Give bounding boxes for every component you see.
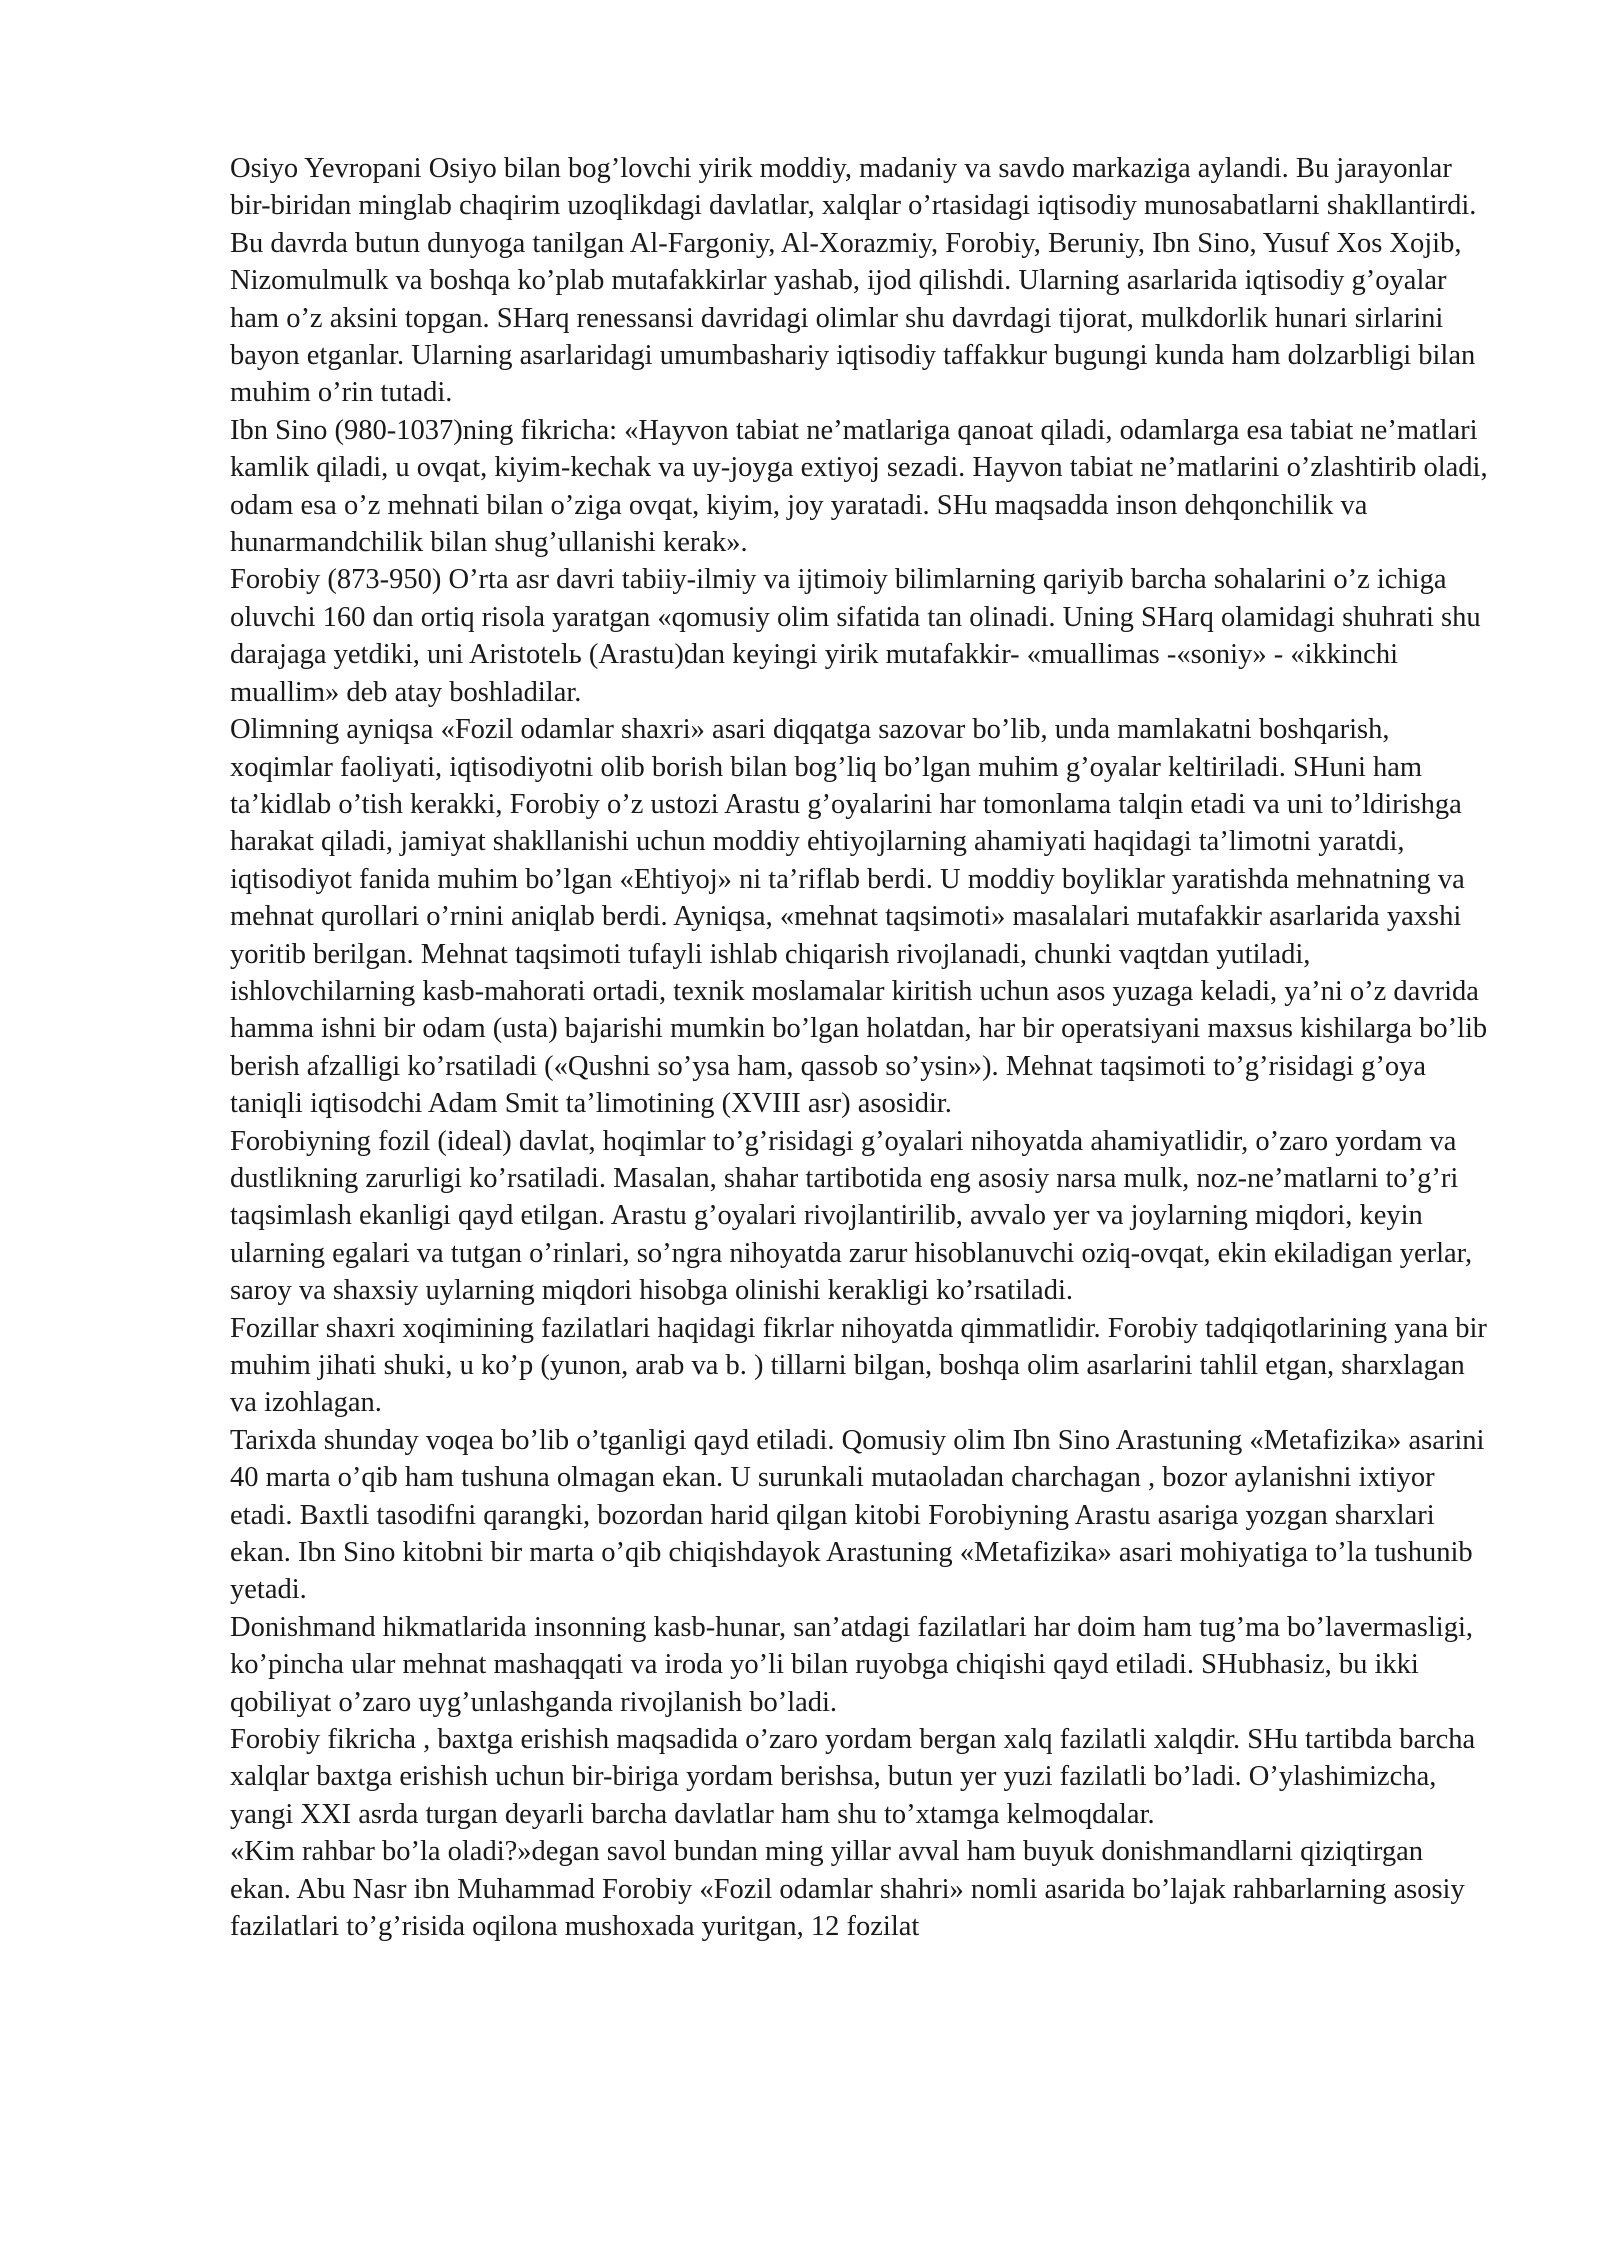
paragraph: Olimning ayniqsa «Fozil odamlar shaxri» asari diqqatga sazovar bo’lib, unda mamlakatni boshqarish, xoqimlar faoliyati, iqtisodiyotni olib borish bilan bog’liq bo’lgan muhim g’oyalar keltiriladi. SHuni ham ta’kidlab o’tish kerakki, Forobiy o’z ustozi Arastu g’oyalarini har tomonlama talqin etadi va uni to’ldirishga harakat qiladi, jamiyat shakllanishi uchun moddiy ehtiyojlarning ahamiyati haqidagi ta’limotni yaratdi, iqtisodiyot fanida muhim bo’lgan «Ehtiyoj» ni ta’riflab berdi. U moddiy boyliklar yaratishda mehnatning va mehnat qurollari o’rnini aniqlab berdi. Ayniqsa, «mehnat taqsimoti» masalalari mutafakkir asarlarida yaxshi yoritib berilgan. Mehnat taqsimoti tufayli ishlab chiqarish rivojlanadi, chunki vaqtdan yutiladi, ishlovchilarning kasb-mahorati ortadi, texnik moslamalar kiritish uchun asos yuzaga keladi, ya’ni o’z davrida hamma ishni bir odam (usta) bajarishi mumkin bo’lgan holatdan, har bir operatsiyani maxsus kishilarga bo’lib berish afzalligi ko’rsatiladi («Qushni so’ysa ham, qassob so’ysin»). Mehnat taqsimoti to’g’risidagi g’oya taniqli iqtisodchi Adam Smit ta’limotining (XVIII asr) asosidir. <box>230 714 1488 1120</box>
paragraph: Forobiy fikricha , baxtga erishish maqsadida o’zaro yordam bergan xalq fazilatli xalqdir. SHu tartibda barcha xalqlar baxtga erishish uchun bir-biriga yordam berishsa, butun yer yuzi fazilatli bo’ladi. O’ylashimizcha, yangi XXI asrda turgan deyarli barcha davlatlar ham shu to’xtamga kelmoqdalar. <box>230 1724 1476 1830</box>
paragraph: Bu davrda butun dunyoga tanilgan Al-Fargoniy, Al-Xorazmiy, Forobiy, Beruniy, Ibn Sino, Yusuf Xos Xojib, Nizomulmulk va boshqa ko’plab mutafakkirlar yashab, ijod qilishdi. Ularning asarlarida iqtisodiy g’oyalar ham o’z aksini topgan. SHarq renessansi davridagi olimlar shu davrdagi tijorat, mulkdorlik hunari sirlarini bayon etganlar. Ularning asarlaridagi umumbashariy iqtisodiy taffakkur bugungi kunda ham dolzarbligi bilan muhim o’rin tutadi. <box>230 227 1476 409</box>
paragraph: Tarixda shunday voqea bo’lib o’tganligi qayd etiladi. Qomusiy olim Ibn Sino Arastuning «Metafizika» asarini 40 marta o’qib ham tushuna olmagan ekan. U surunkali mutaoladan charchagan , bozor aylanishni ixtiyor etadi. Baxtli tasodifni qarangki, bozordan harid qilgan kitobi Forobiyning Arastu asariga yozgan sharxlari ekan. Ibn Sino kitobni bir marta o’qib chiqishdayok Arastuning «Metafizika» asari mohiyatiga to’la tushunib yetadi. <box>230 1424 1485 1606</box>
paragraph: «Kim rahbar bo’la oladi?»degan savol bundan ming yillar avval ham buyuk donishmandlarni qiziqtirgan ekan. Abu Nasr ibn Muhammad Forobiy «Fozil odamlar shahri» nomli asarida bo’lajak rahbarlarning asosiy fazilatlari to’g’risida oqilona mushoxada yuritgan, 12 fozilat <box>230 1836 1465 1943</box>
paragraph: Ibn Sino (980-1037)ning fikricha: «Hayvon tabiat ne’matlariga qanoat qiladi, odamlarga esa tabiat ne’matlari kamlik qiladi, u ovqat, kiyim-kechak va uy-joyga extiyoj sezadi. Hayvon tabiat ne’matlarini o’zlashtirib oladi, odam esa o’z mehnati bilan o’ziga ovqat, kiyim, joy yaratadi. SHu maqsadda inson dehqonchilik va hunarmandchilik bilan shug’ullanishi kerak». <box>230 414 1488 559</box>
document-page <box>230 150 1490 1946</box>
paragraph: Fozillar shaxri xoqimining fazilatlari haqidagi fikrlar nihoyatda qimmatlidir. Forobiy tadqiqotlarining yana bir muhim jihati shuki, u ko’p (yunon, arab va b. ) tillarni bilgan, boshqa olim asarlarini tahlil etgan, sharxlagan va izohlagan. <box>230 1312 1487 1419</box>
paragraph: Forobiy (873-950) O’rta asr davri tabiiy-ilmiy va ijtimoiy bilimlarning qariyib barcha sohalarini o’z ichiga oluvchi 160 dan ortiq risola yaratgan «qomusiy olim sifatida tan olinadi. Uning SHarq olamidagi shuhrati shu darajaga yetdiki, uni Aristotelь (Arastu)dan keyingi yirik mutafakkir- «muallimas -«soniy» - «ikkinchi muallim» deb atay boshladilar. <box>230 564 1481 708</box>
paragraph: Forobiyning fozil (ideal) davlat, hoqimlar to’g’risidagi g’oyalari nihoyatda ahamiyatlidir, o’zaro yordam va dustlikning zarurligi ko’rsatiladi. Masalan, shahar tartibotida eng asosiy narsa mulk, noz-ne’matlarni to’g’ri taqsimlash ekanligi qayd etilgan. Arastu g’oyalari rivojlantirilib, avvalo yer va joylarning miqdori, keyin ularning egalari va tutgan o’rinlari, so’ngra nihoyatda zarur hisoblanuvchi oziq-ovqat, ekin ekiladigan yerlar, saroy va shaxsiy uylarning miqdori hisobga olinishi kerakligi ko’rsatiladi. <box>230 1125 1473 1307</box>
paragraph: Osiyo Yevropani Osiyo bilan bog’lovchi yirik moddiy, madaniy va savdo markaziga aylandi. Bu jarayonlar bir-biridan minglab chaqirim uzoqlikdagi davlatlar, xalqlar o’rtasidagi iqtisodiy munosabatlarni shakllantirdi. <box>230 153 1477 222</box>
paragraph: Donishmand hikmatlarida insonning kasb-hunar, san’atdagi fazilatlari har doim ham tug’ma bo’lavermasligi, ko’pincha ular mehnat mashaqqati va iroda yo’li bilan ruyobga chiqishi qayd etiladi. SHubhasiz, bu ikki qobiliyat o’zaro uyg’unlashganda rivojlanish bo’ladi. <box>230 1611 1474 1718</box>
